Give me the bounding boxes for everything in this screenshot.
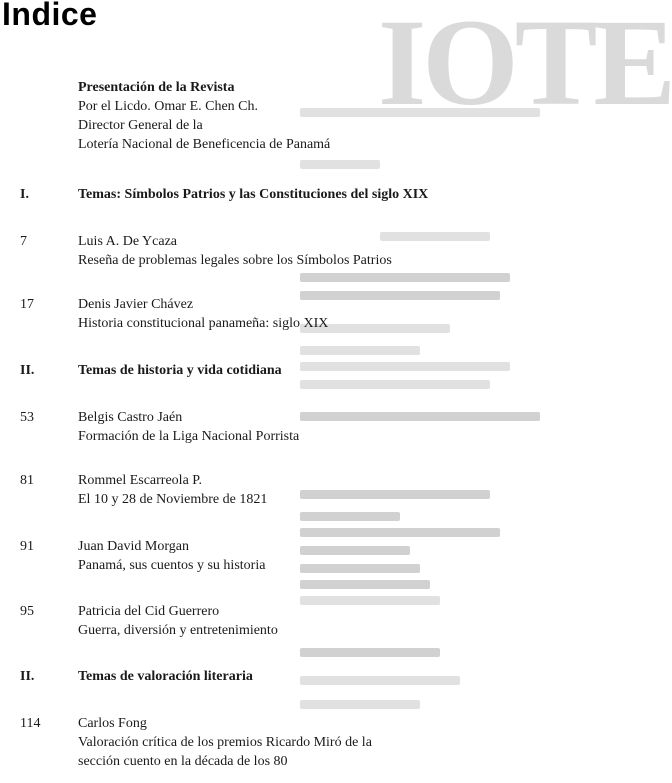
page-number: 17 xyxy=(20,297,34,312)
entry-title: Historia constitucional panameña: siglo XIX xyxy=(78,316,329,331)
entry-author: Luis A. De Ycaza xyxy=(78,234,177,249)
entry-author: Carlos Fong xyxy=(78,716,147,731)
presentation-title: Presentación de la Revista xyxy=(78,80,235,95)
page-number: 7 xyxy=(20,234,27,249)
entry-title-continued: sección cuento en la década de los 80 xyxy=(78,754,288,769)
entry-title: Guerra, diversión y entretenimiento xyxy=(78,623,278,638)
section-numeral: I. xyxy=(20,187,29,202)
entry-author: Patricia del Cid Guerrero xyxy=(78,604,220,619)
entry-title: Panamá, sus cuentos y su historia xyxy=(78,558,266,573)
section-numeral: II. xyxy=(20,363,35,378)
section-title: Temas de historia y vida cotidiana xyxy=(78,363,282,378)
section-numeral: II. xyxy=(20,669,35,684)
section-title: Temas de valoración literaria xyxy=(78,669,253,684)
page-title: Indice xyxy=(2,0,98,32)
entry-author: Belgis Castro Jaén xyxy=(78,410,183,425)
presentation-institution: Lotería Nacional de Beneficencia de Panamá xyxy=(78,137,331,152)
page-number: 95 xyxy=(20,604,34,619)
entry-title: Formación de la Liga Nacional Porrista xyxy=(78,429,300,444)
page-number: 53 xyxy=(20,410,34,425)
entry-author: Denis Javier Chávez xyxy=(78,297,194,312)
presentation-role: Director General de la xyxy=(78,118,203,133)
ghost-logo-mark: IOTE xyxy=(378,0,672,131)
entry-author: Rommel Escarreola P. xyxy=(78,473,203,488)
page-number: 114 xyxy=(20,716,41,731)
entry-title: El 10 y 28 de Noviembre de 1821 xyxy=(78,492,268,507)
entry-author: Juan David Morgan xyxy=(78,539,189,554)
entry-title: Reseña de problemas legales sobre los Símbolos Patrios xyxy=(78,253,392,268)
section-title: Temas: Símbolos Patrios y las Constituciones del siglo XIX xyxy=(78,187,429,202)
entry-title: Valoración crítica de los premios Ricardo Miró de la xyxy=(78,735,372,750)
page-number: 81 xyxy=(20,473,34,488)
page-number: 91 xyxy=(20,539,34,554)
presentation-author: Por el Licdo. Omar E. Chen Ch. xyxy=(78,99,259,114)
